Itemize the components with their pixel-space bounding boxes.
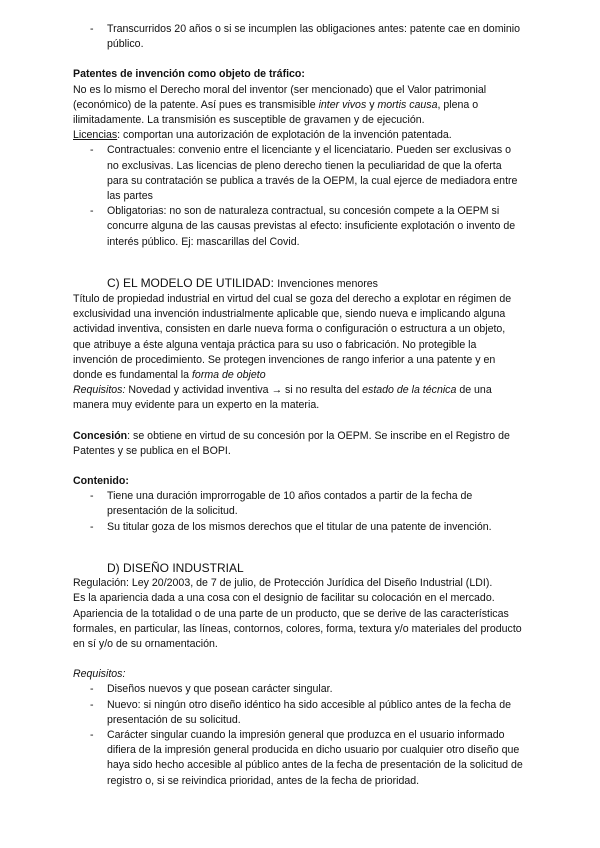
utilidad-requisitos: Requisitos: Novedad y actividad inventiva → si no resulta del estado de la técnica de una manera muy evidente para un experto en la materia. bbox=[73, 384, 492, 412]
list-item: - Obligatorias: no son de naturaleza contractual, su concesión compete a la OEPM si concurre alguna de las causas previstas al efecto: insuficiente explotación o invento de interés público. Ej: mascarillas del Covid. bbox=[73, 204, 523, 250]
inter-vivos-term: inter vivos bbox=[318, 98, 367, 111]
contenido-list bbox=[73, 489, 523, 535]
diseno-description: Es la apariencia dada a una cosa con el designio de facilitar su colocación en el mercado. Apariencia de la totalidad o de una parte de un producto, que se derive de las características formales, en particular, las líneas, contornos, colores, forma, textura y/o materiales del producto en sí y/o de su ornamentación. bbox=[73, 592, 522, 650]
list-item: - Contractuales: convenio entre el licenciante y el licenciatario. Pueden ser exclusivas o no exclusivas. Las licencias de pleno derecho tienen la peculiaridad de que la oferta para su contratación se publica a través de la OEPM, la cual ejerce de mediadora entre las partes bbox=[73, 143, 523, 204]
list-item: - Diseños nuevos y que posean carácter singular. bbox=[73, 682, 523, 697]
trafico-heading: Patentes de invención como objeto de tráfico: bbox=[73, 68, 305, 81]
diseno-requisitos-label: Requisitos: bbox=[73, 668, 126, 681]
document-page bbox=[73, 22, 523, 789]
list-item: - Transcurridos 20 años o si se incumplen las obligaciones antes: patente cae en dominio público. bbox=[73, 22, 523, 52]
list-item: - Nuevo: si ningún otro diseño idéntico ha sido accesible al público antes de la fecha de presentación de su solicitud. bbox=[73, 698, 523, 728]
section-title-utilidad: C) EL MODELO DE UTILIDAD: Invenciones menores bbox=[107, 275, 378, 290]
mortis-causa-term: mortis causa bbox=[377, 98, 438, 111]
estado-tecnica-term: estado de la técnica bbox=[362, 384, 457, 397]
licencias-label: Licencias bbox=[73, 129, 118, 142]
trafico-paragraph: No es lo mismo el Derecho moral del inventor (ser mencionado) que el Valor patrimonial (económico) de la patente. Así pues es transmisible inter vivos y mortis causa, plena o ilimitadamente. La transmisión es susceptible de gravamen y de ejecución. bbox=[73, 83, 487, 127]
diseno-regulacion: Regulación: Ley 20/2003, de 7 de julio, de Protección Jurídica del Diseño Industrial (LDI). bbox=[73, 577, 493, 590]
forma-objeto-term: forma de objeto bbox=[191, 369, 266, 382]
contenido-heading: Contenido: bbox=[73, 475, 129, 488]
licencias-list bbox=[73, 143, 523, 249]
licencias-paragraph: Licencias: comportan una autorización de explotación de la invención patentada. bbox=[73, 129, 452, 142]
list-item: - Su titular goza de los mismos derechos que el titular de una patente de invención. bbox=[73, 520, 523, 535]
section-title-diseno: D) DISEÑO INDUSTRIAL bbox=[107, 560, 244, 575]
top-list bbox=[73, 22, 523, 52]
diseno-requisitos-list bbox=[73, 682, 523, 788]
list-item: - Carácter singular cuando la impresión general que produzca en el usuario informado difiera de la impresión general producida en dicho usuario por cualquier otro diseño que haya sido hecho accesible al público antes de la fecha de presentación de la solicitud de registro o, si se reivindica prioridad, antes de la fecha de prioridad. bbox=[73, 728, 523, 789]
concesion-label: Concesión bbox=[73, 429, 128, 442]
concesion-paragraph: Concesión: se obtiene en virtud de su concesión por la OEPM. Se inscribe en el Registro de Patentes y se publica en el BOPI. bbox=[73, 429, 510, 457]
requisitos-label: Requisitos: bbox=[73, 384, 126, 397]
utilidad-description: Título de propiedad industrial en virtud del cual se goza del derecho a explotar en régimen de exclusividad una invención industrialmente aplicable que, siendo nueva e implicando alguna actividad inventiva, consisten en darle nueva forma o configuración o estructura a un objeto, que atribuye a éste alguna ventaja práctica para su uso o fabricación. No protegible la invención de procedimiento. Se protegen invenciones de rango inferior a una patente y en donde es fundamental la forma de objeto bbox=[73, 293, 512, 382]
list-item: - Tiene una duración improrrogable de 10 años contados a partir de la fecha de presentación de la solicitud. bbox=[73, 489, 523, 519]
